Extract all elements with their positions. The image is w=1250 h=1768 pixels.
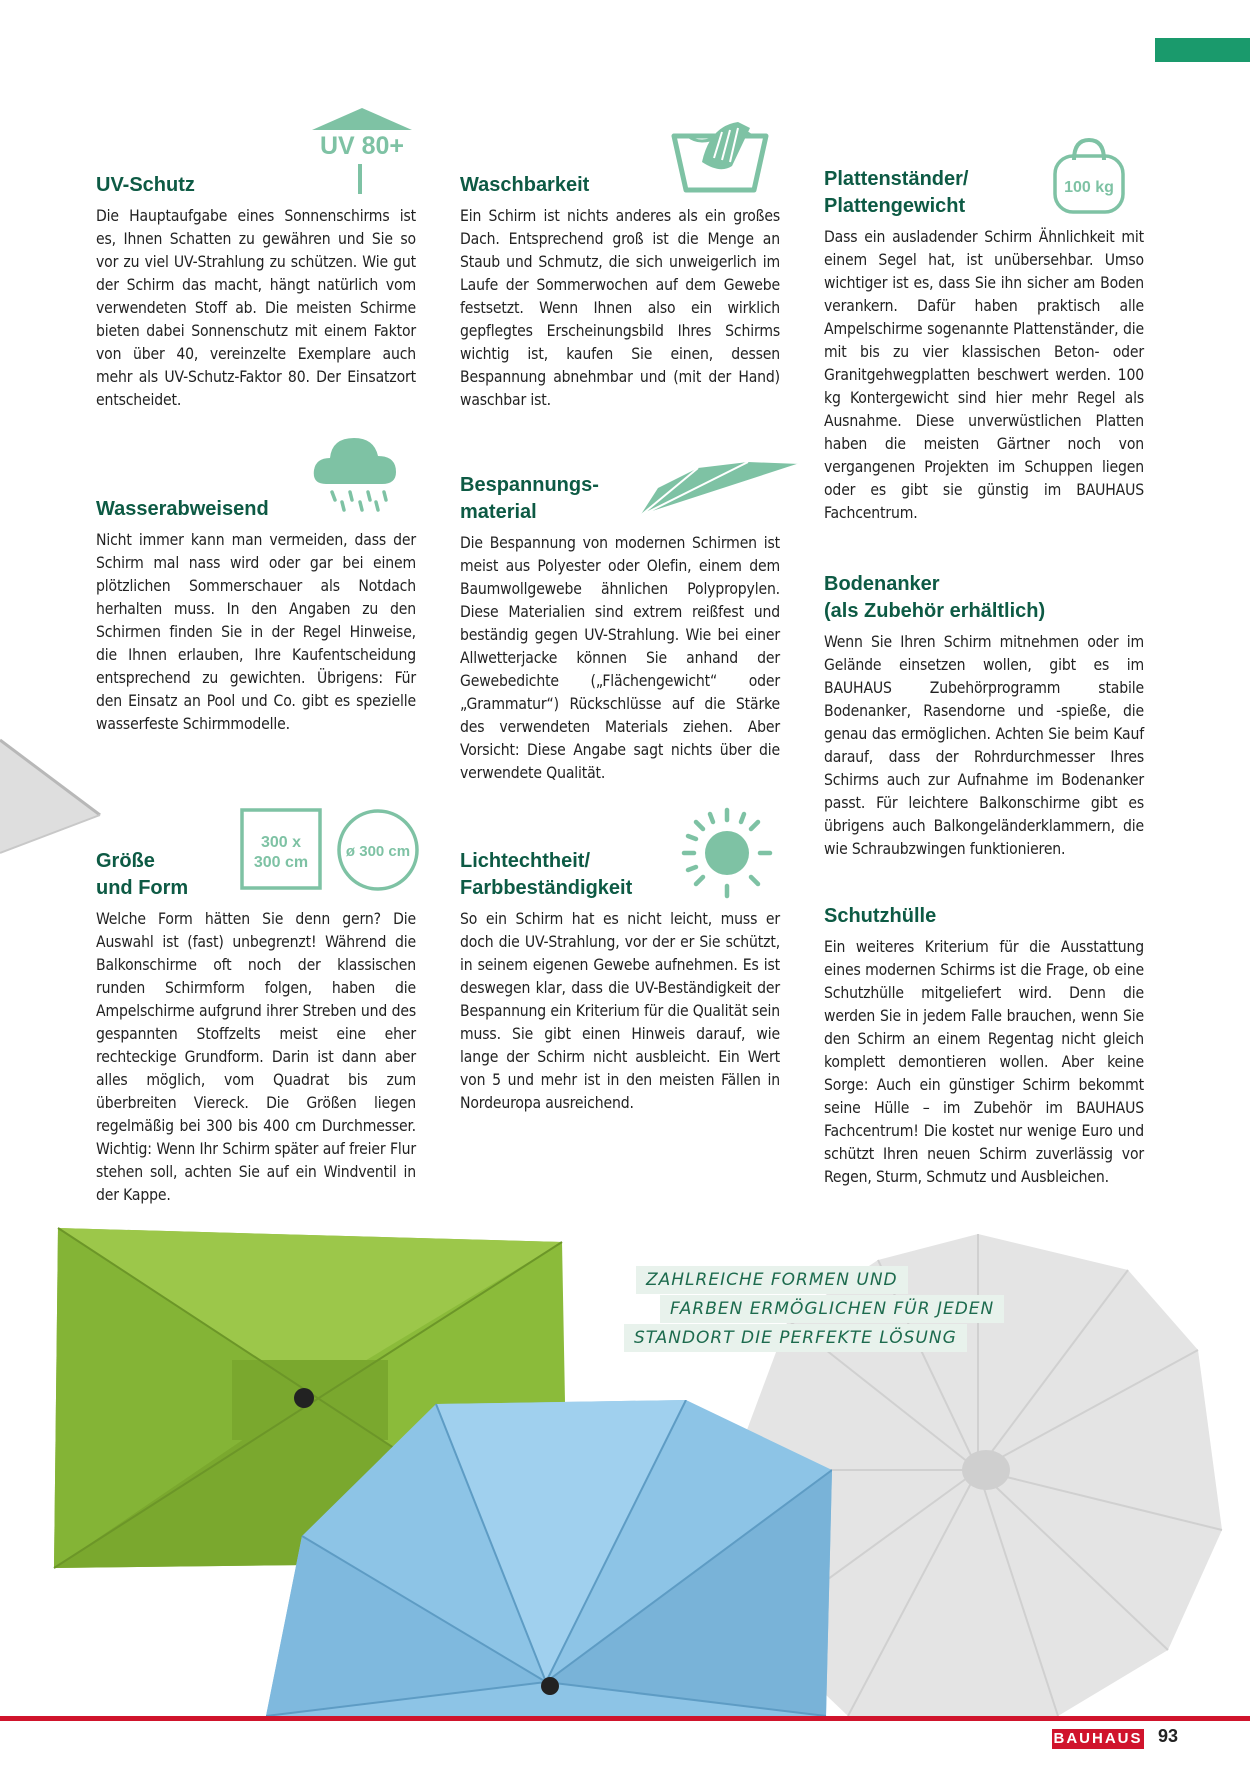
grey-umbrella-edge-image — [0, 735, 110, 855]
handnote-line-2: FARBEN ERMÖGLICHEN FÜR JEDEN — [660, 1295, 1004, 1323]
uv-label: UV 80+ — [319, 132, 405, 160]
section-groesse-form — [96, 848, 416, 1207]
section-text: Die Hauptaufgabe eines Sonnenschirms ist es, Ihnen Schatten zu gewähren und Sie so vor zu viel UV-Strahlung zu schützen. Wie gut der Schirm das macht, hängt natürlich vom verwendeten Stoff ab. Die meisten Schirme bieten dabei Sonnenschutz mit einem Faktor von über 40, vereinzelte Exemplare auch mehr als UV-Schutz-Faktor 80. Der Einsatzort entscheidet. — [96, 207, 416, 409]
section-title: Lichtechtheit/ Farbbeständigkeit — [460, 850, 633, 899]
section-text: So ein Schirm hat es nicht leicht, muss er doch die UV-Strahlung, vor der er Sie schützt, in seinem eigenen Gewebe aufnehmen. Es ist deswegen klar, dass die UV-Beständigkeit der Bespannung ein Kriterium für die Qualität sein muss. Sie gibt einen Hinweis darauf, wie lange der Schirm nicht ausbleicht. Ein Wert von 5 und mehr ist in den meisten Fällen in Nordeuropa ausreichend. — [460, 910, 780, 1112]
section-text: Nicht immer kann man vermeiden, dass der Schirm mal nass wird oder gar bei einem plötzlichen Sommerschauer als Notdach herhalten muss. In den Angaben zu den Schirmen finden Sie in der Regel Hinweise, die Ihnen erlauben, Ihre Kaufentscheidung entsprechend zu gewichten. Übrigens: Für den Einsatz an Pool und Co. gibt es spezielle wasserfeste Schirmmodelle. — [96, 531, 416, 733]
square-size-line1: 300 x — [260, 834, 302, 851]
section-title: Waschbarkeit — [460, 174, 590, 196]
section-tab-marker — [1155, 38, 1250, 62]
section-title: Größe und Form — [96, 850, 189, 899]
page-number: 93 — [1158, 1726, 1179, 1746]
section-uv-schutz — [96, 172, 416, 412]
section-waschbarkeit — [460, 172, 780, 412]
blue-umbrella-image — [266, 1400, 832, 1716]
section-bodenanker — [824, 571, 1144, 861]
section-wasserabweisend — [96, 496, 416, 736]
section-text: Ein Schirm ist nichts anderes als ein großes Dach. Entsprechend groß ist die Menge an Staub und Schmutz, die sich unweigerlich im Laufe der Sommerwochen auf dem Gewebe festsetzt. Wenn Ihnen also ein wirklich gepflegtes Erscheinungsbild Ihres Schirms wichtig ist, kaufen Sie einen, dessen Bespannung abnehmbar und (mit der Hand) waschbar ist. — [460, 207, 780, 409]
section-text: Welche Form hätten Sie denn gern? Die Auswahl ist (fast) unbegrenzt! Während die Balkonschirme oft noch der klassischen runden Schirmform folgen, haben die Ampelschirme aufgrund ihrer Streben und des gespannten Stoffzelts meist eine eher rechteckige Grundform. Darin ist dann aber alles möglich, vom Quadrat bis zum überbreiten Viereck. Die Größen liegen regelmäßig bei 300 bis 400 cm Durchmesser. Wichtig: Wenn Ihr Schirm später auf freier Flur stehen soll, achten Sie auf ein Windventil in der Kappe. — [96, 910, 416, 1204]
section-title: Bespannungs- material — [460, 474, 599, 523]
section-lichtechtheit — [460, 848, 780, 1115]
bauhaus-logo: BAUHAUS — [1053, 1730, 1143, 1747]
round-size-label: ø 300 cm — [345, 843, 411, 860]
handnote-line-3: STANDORT DIE PERFEKTE LÖSUNG — [624, 1324, 967, 1352]
section-plattenstaender — [824, 166, 1144, 525]
footer-red-bar — [0, 1716, 1250, 1721]
section-title: Schutzhülle — [824, 905, 937, 927]
section-title: Plattenständer/ Plattengewicht — [824, 168, 969, 217]
section-title: UV-Schutz — [96, 174, 195, 196]
section-schutzhuelle — [824, 903, 1144, 1189]
section-text: Die Bespannung von modernen Schirmen ist meist aus Polyester oder Olefin, einem dem Baumwollgewebe ähnlichen Polypropylen. Diese Materialien sind extrem reißfest und beständig gegen UV-Strahlung. Wie bei einer Allwetterjacke können Sie anhand der Gewebedichte („Flächengewicht“ oder „Grammatur“) Rückschlüsse auf die Stärke des verwendeten Materials ziehen. Aber Vorsicht: Diese Angabe sagt nichts über die verwendete Qualität. — [460, 534, 780, 782]
section-title: Wasserabweisend — [96, 498, 269, 520]
section-bespannungsmaterial — [460, 472, 780, 785]
section-title: Bodenanker (als Zubehör erhältlich) — [824, 573, 1046, 622]
weight-label: 100 kg — [1064, 179, 1114, 196]
section-text: Ein weiteres Kriterium für die Ausstattung eines modernen Schirms ist die Frage, ob eine Schutzhülle mitgeliefert wird. Denn die werden Sie in jedem Falle brauchen, wenn Sie den Schirm an einem Regentag nicht gleich komplett demontieren wollen. Aber keine Sorge: Auch ein günstiger Schirm bekommt seine Hülle – im Zubehör im BAUHAUS Fachcentrum! Die kostet nur wenige Euro und schützt Ihren neuen Schirm zuverlässig vor Regen, Sturm, Schmutz und Ausbleichen. — [824, 938, 1144, 1186]
section-text: Wenn Sie Ihren Schirm mitnehmen oder im Gelände einsetzen wollen, gibt es im BAUHAUS Zubehörprogramm stabile Bodenanker, Rasendorne und -spieße, die genau das ermöglichen. Achten Sie beim Kauf darauf, dass der Rohrdurchmesser Ihres Schirms auch zur Aufnahme im Bodenanker passt. Für leichtere Balkonschirme gibt es übrigens auch Balkongeländerklammern, die wie Schraubzwingen funktionieren. — [824, 633, 1144, 858]
square-size-line2: 300 cm — [253, 854, 309, 871]
handnote-line-1: ZAHLREICHE FORMEN UND — [636, 1266, 908, 1294]
section-text: Dass ein ausladender Schirm Ähnlichkeit mit einem Segel hat, ist unübersehbar. Umso wichtiger ist es, dass Sie ihn sicher am Boden verankern. Dafür haben praktisch alle Ampelschirme sogenannte Plattenständer, die mit bis zu vier klassischen Beton- oder Granitgehwegplatten beschwert werden. 100 kg Kontergewicht sind hier mehr Regel als Ausnahme. Diese unverwüstlichen Platten haben die meisten Gärtner noch von vergangenen Projekten im Schuppen liegen oder es gibt sie günstig im BAUHAUS Fachcentrum. — [824, 228, 1144, 522]
